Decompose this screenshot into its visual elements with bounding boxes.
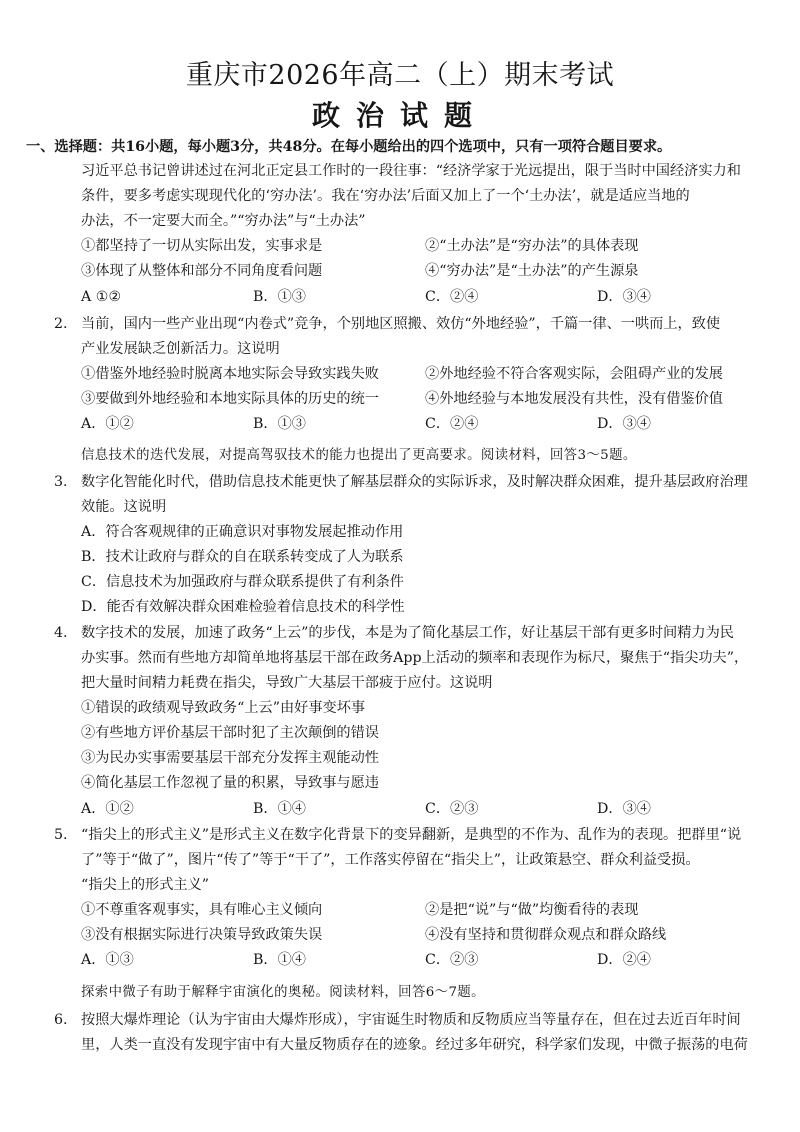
option-d[interactable]: D．③④ bbox=[597, 289, 651, 305]
reading-note: 探索中微子有助于解释宇宙演化的奥秘。阅读材料，回答6～7题。 bbox=[81, 985, 485, 1000]
statement-1: ①借鉴外地经验时脱离本地实际会导致实践失败 bbox=[81, 366, 379, 382]
statement-4: ④外地经验与本地发展没有共性，没有借鉴价值 bbox=[425, 391, 723, 407]
option-c[interactable]: C．②④ bbox=[425, 289, 479, 305]
statement-3: ③为民办实事需要基层干部充分发挥主观能动性 bbox=[81, 750, 379, 766]
option-c[interactable]: C．②④ bbox=[425, 416, 479, 432]
statement-2: ②是把“说”与“做”均衡看待的表现 bbox=[425, 902, 639, 918]
option-b[interactable]: B．①④ bbox=[253, 952, 306, 968]
statement-2: ②“土办法”是“穷办法”的具体表现 bbox=[425, 238, 639, 254]
exam-title: 重庆市2026年高二（上）期末考试 bbox=[185, 60, 615, 91]
question-number: 4. bbox=[54, 625, 68, 641]
question-number: 3. bbox=[54, 474, 68, 490]
option-d[interactable]: D．③④ bbox=[597, 801, 651, 817]
option-a[interactable]: A．①② bbox=[81, 801, 134, 817]
section-heading: 一、选择题：共16小题，每小题3分，共48分。在每小题给出的四个选项中，只有一项符合题目要求。 bbox=[26, 139, 672, 155]
question-stem-line: 产业发展缺乏创新活力。这说明 bbox=[81, 341, 280, 357]
question-stem-line: 办实事。然而有些地方却简单地将基层干部在政务App上活动的频率和表现作为标尺，聚焦于“指尖功夫”， bbox=[81, 650, 749, 666]
question-stem-line: 效能。这说明 bbox=[81, 499, 167, 515]
question-stem-line: “指尖上的形式主义”是形式主义在数字化背景下的变异翻新，是典型的不作为、乱作为的表现。把群里“说 bbox=[81, 827, 742, 843]
option-c[interactable]: C．②③ bbox=[425, 952, 479, 968]
option-d[interactable]: D．③④ bbox=[597, 416, 651, 432]
reading-note: 信息技术的迭代发展，对提高驾驭技术的能力也提出了更高要求。阅读材料，回答3～5题。 bbox=[81, 448, 637, 463]
statement-1: ①都坚持了一切从实际出发，实事求是 bbox=[81, 238, 323, 254]
option-d[interactable]: D．能否有效解决群众困难检验着信息技术的科学性 bbox=[81, 599, 405, 615]
question-stem-line: 把大量时间精力耗费在指尖，导致广大基层干部疲于应付。这说明 bbox=[81, 675, 493, 691]
option-b[interactable]: B．①③ bbox=[253, 416, 306, 432]
question-stem-line: 办法，不一定要大而全。”“穷办法”与“土办法” bbox=[81, 213, 366, 229]
statement-4: ④没有坚持和贯彻群众观点和群众路线 bbox=[425, 927, 667, 943]
option-b[interactable]: B．①④ bbox=[253, 801, 306, 817]
statement-2: ②外地经验不符合客观实际，会阻碍产业的发展 bbox=[425, 366, 723, 382]
option-a[interactable]: A．符合客观规律的正确意识对事物发展起推动作用 bbox=[81, 524, 404, 540]
question-stem-line: 里，人类一直没有发现宇宙中有大量反物质存在的迹象。经过多年研究，科学家们发现，中微子振荡的电荷 bbox=[81, 1037, 748, 1053]
question-number: 5. bbox=[54, 827, 68, 843]
question-stem-line: 数字化智能化时代，借助信息技术能更快了解基层群众的实际诉求，及时解决群众困难，提升基层政府治理 bbox=[81, 474, 748, 490]
question-stem-line: 习近平总书记曾讲述过在河北正定县工作时的一段往事：“经济学家于光远提出，限于当时中国经济实力和 bbox=[81, 163, 741, 179]
option-d[interactable]: D．②④ bbox=[597, 952, 651, 968]
question-stem-line: 当前，国内一些产业出现“内卷式”竞争，个别地区照搬、效仿“外地经验”，千篇一律、一哄而上，致使 bbox=[81, 316, 721, 332]
option-c[interactable]: C．②③ bbox=[425, 801, 479, 817]
question-stem-line: 数字技术的发展，加速了政务“上云”的步伐，本是为了简化基层工作，好让基层干部有更多时间精力为民 bbox=[81, 625, 734, 641]
statement-3: ③没有根据实际进行决策导致政策失误 bbox=[81, 927, 323, 943]
statement-3: ③要做到外地经验和本地实际具体的历史的统一 bbox=[81, 391, 379, 407]
option-a[interactable]: A．①② bbox=[81, 416, 134, 432]
question-stem-line: 按照大爆炸理论（认为宇宙由大爆炸形成），宇宙诞生时物质和反物质应当等量存在，但在过去近百年时间 bbox=[81, 1012, 741, 1028]
statement-3: ③体现了从整体和部分不同角度看问题 bbox=[81, 263, 323, 279]
statement-1: ①不尊重客观事实，具有唯心主义倾向 bbox=[81, 902, 323, 918]
option-a[interactable]: A ①② bbox=[81, 289, 122, 305]
exam-subject-title: 政治试题 bbox=[311, 99, 488, 132]
question-number: 2. bbox=[54, 316, 68, 332]
option-b[interactable]: B．①③ bbox=[253, 289, 306, 305]
question-stem-line: 条件，要多考虑实现现代化的‘穷办法’。我在‘穷办法’后面又加上了一个‘土办法’，就是适应当地的 bbox=[81, 188, 690, 204]
question-stem-line: 了”等于“做了”，图片“传了”等于“干了”，工作落实停留在“指尖上”，让政策悬空、群众利益受损。 bbox=[81, 852, 700, 868]
statement-4: ④“穷办法”是“土办法”的产生源泉 bbox=[425, 263, 639, 279]
statement-4: ④简化基层工作忽视了量的积累，导致事与愿违 bbox=[81, 775, 379, 791]
question-stem-line: “指尖上的形式主义” bbox=[81, 877, 210, 893]
statement-1: ①错误的政绩观导致政务“上云”由好事变坏事 bbox=[81, 700, 366, 716]
option-c[interactable]: C．信息技术为加强政府与群众联系提供了有利条件 bbox=[81, 574, 404, 590]
question-number: 6. bbox=[54, 1012, 68, 1028]
option-b[interactable]: B．技术让政府与群众的自在联系转变成了人为联系 bbox=[81, 549, 404, 565]
statement-2: ②有些地方评价基层干部时犯了主次颠倒的错误 bbox=[81, 725, 379, 741]
option-a[interactable]: A．①③ bbox=[81, 952, 134, 968]
